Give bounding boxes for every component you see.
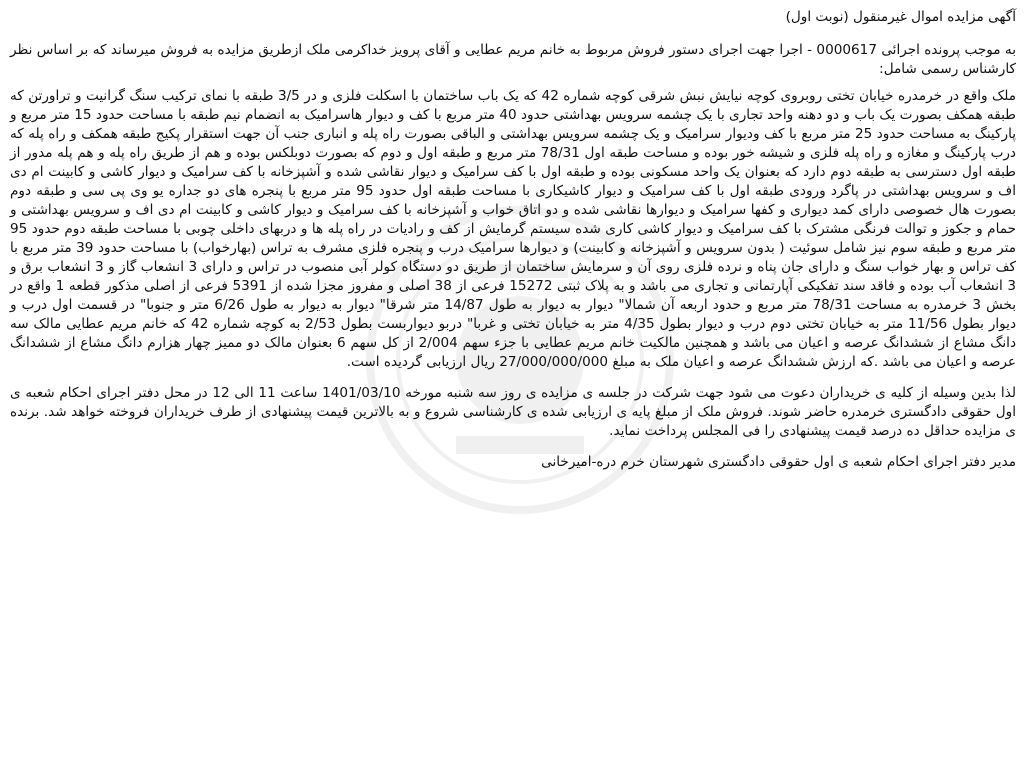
property-description-paragraph: ملک واقع در خرمدره خیابان تختی روبروی کوچه نیایش نبش شرقی کوچه شماره 42 که یک باب ساختمان با اسکلت فلزی و در 3/5 طبقه با نمای ترکیب سنگ گرانیت و تراورتن که طبقه همکف بصورت یک باب و دو دهنه واحد تجاری با یک چشمه سرویس بهداشتی حدود 40 متر مربع با کف و دیوار هاسرامیک به انضمام نیم طبقه با مساحت حدود 15 متر مربع و پارکینگ به مساحت حدود 25 متر مربع با کف ودیوار سرامیک و یک چشمه سرویس بهداشتی و الباقی بصورت راه پله و انباری جنب آن جهت استقرار پکیج طبقه همکف و راه پله که درب پارکینگ و مغازه و راه پله فلزی و شیشه خور بوده و مساحت طبقه اول 78/31 متر مربع و طبقه اول و دوم که بصورت دوبلکس بوده و هم از طریق راه پله و هم پله مدور از طبقه اول دسترسی به طبقه دوم دارد که بعنوان یک واحد مسکونی بوده و طبقه اول با کف سرامیک و دیوار نقاشی شده و آشپزخانه با کف سرامیک و دیوار کاشی و کابینت ام دی اف و سرویس بهداشتی در پاگرد ورودی طبقه اول با کف سرامیک و دیوار کاشیکاری با مساحت طبقه اول حدود 95 متر مربع با پنجره های دو جداره یو وی پی سی و طبقه دوم بصورت هال خصوصی دارای کمد دیواری و کفها سرامیک و دیوارها نقاشی شده و دو اتاق خواب و آشپزخانه با کف سرامیک و دیوار کاشی و کابینت ام دی اف و سرویس بهداشتی و حمام و جکوز و توالت فرنگی مشترک با کف سرامیک و دیوار کاشی کاری شده سیستم گرمایش از کف و رادیات در راه پله ها و دربهای داخلی چوبی با مساحت طبقه دوم حدود 95 متر مربع و طبقه سوم نیز شامل سوئیت ( بدون سرویس و آشپزخانه و کابینت) و دیوارها سرامیک درب و پنجره فلزی مشرف به تراس (بهارخواب) با مساحت حدود 39 متر مربع با کف تراس و بهار خواب سنگ و دارای جان پناه و نرده فلزی روی آن و سرمایش ساختمان از طریق دو دستگاه کولر آبی منصوب در تراس و دارای 3 انشعاب گاز و 3 انشعاب برق و 3 انشعاب آب بوده و فاقد سند تفکیکی آپارتمانی و تجاری می باشد و به پلاک ثبتی 15272 فرعی از 38 اصلی و مفروز مجزا شده از 5391 فرعی از اصلی مذکور قطعه 1 واقع در بخش 3 خرمدره به مساحت 78/31 متر مربع و حدود اربعه آن شمالا" دیوار به دیوار به طول 14/87 متر شرقا" دیوار به دیوار به طول 6/26 متر و جنوبا" در قسمت اول درب و دیوار بطول 11/56 متر به خیابان تختی دوم درب و دیوار بطول 4/35 متر به خیابان تختی و غربا" دربو دیواربست بطول 2/53 به کوچه شماره 42 که خانم مریم عطایی مالک سه دانگ مشاع از ششدانگ عرصه و اعیان می باشد و همچنین مالکیت خانم مریم عطایی با جزء سهم 2/004 از کل سهم 6 بعنوان مالک دو ممیز چهار هزارم دانگ مشاع از ششدانگ عرصه و اعیان می باشد .که ارزش ششدانگ عرصه و اعیان ملک به مبلغ 27/000/000/000 ریال ارزیابی گردیده است. — [10, 88, 1017, 370]
announcement-title: آگهی مزایده اموال غیرمنقول (نوبت اول) — [785, 9, 1016, 25]
signature-line: مدیر دفتر اجرای احکام شعبه ی اول حقوقی دادگستری شهرستان خرم دره-امیرخانی — [541, 454, 1016, 470]
case-intro-paragraph: به موجب پرونده اجرائی 0000617 - اجرا جهت اجرای دستور فروش مربوط به خانم مریم عطایی و آقای پرویز خداکرمی ملک ازطریق مزایده به فروش میرساند که بر اساس نظر کارشناس رسمی شامل: — [10, 42, 1016, 77]
announcement-text — [10, 8, 1016, 481]
auction-invitation-paragraph: لذا بدین وسیله از کلیه ی خریداران دعوت می شود جهت شرکت در جلسه ی مزایده ی روز سه شنبه مورخه 1401/03/10 ساعت 11 الی 12 در محل دفتر اجرای احکام شعبه ی اول حقوقی دادگستری خرمدره حاضر شوند. فروش ملک از مبلغ پایه ی ارزیابی شده ی کارشناسی شروع و به بالاترین قیمت پیشنهادی از طرف خریداران فروخته خواهد شد. برنده ی مزایده حداقل ده درصد قیمت پیشنهادی را فی المجلس پرداخت نماید. — [10, 385, 1016, 439]
